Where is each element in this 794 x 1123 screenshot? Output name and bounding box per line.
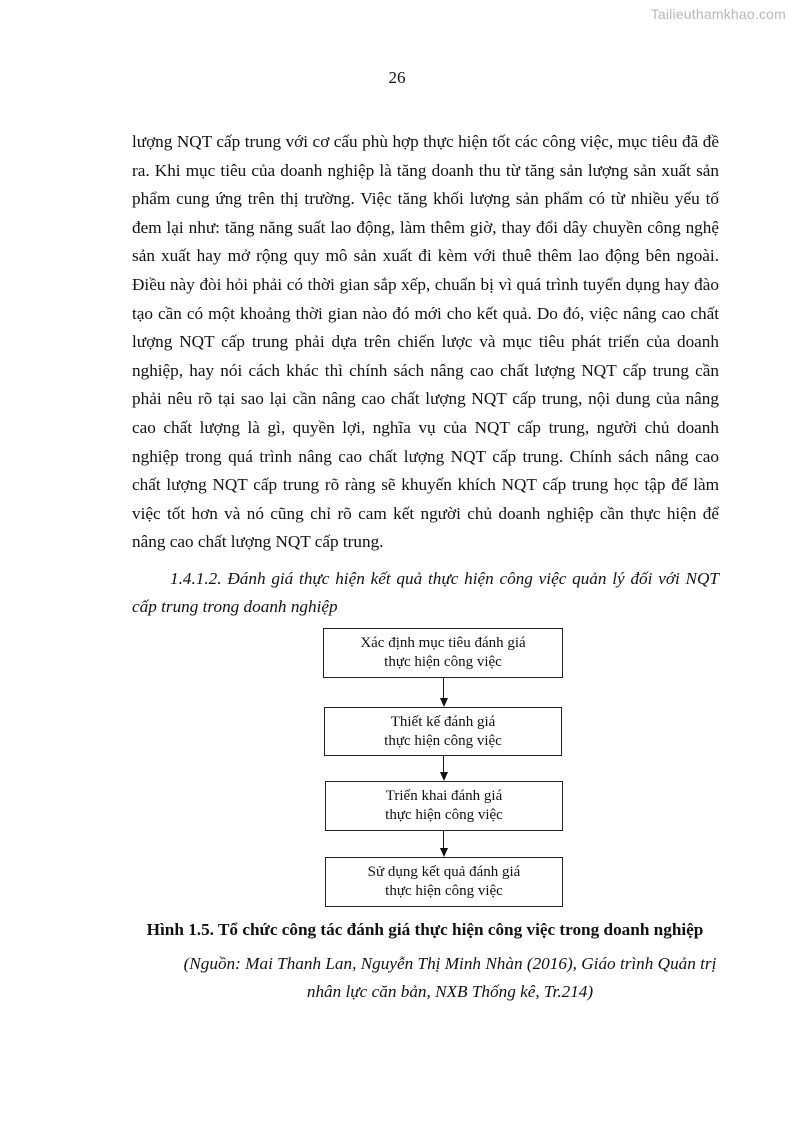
arrow-down-icon: [440, 698, 448, 707]
flow-step-implement-evaluation: [325, 781, 563, 831]
step-line-1: Sử dụng kết quả đánh giá: [367, 864, 521, 880]
step-line-2: thực hiện công việc: [385, 883, 503, 899]
watermark: Tailieuthamkhao.com: [650, 6, 786, 22]
step-line-2: thực hiện công việc: [384, 654, 502, 670]
step-line-1: Triển khai đánh giá: [385, 788, 503, 804]
body-paragraph: lượng NQT cấp trung với cơ cấu phù hợp thực hiện tốt các công việc, mục tiêu đã đề ra. Khi mục tiêu của doanh nghiệp là tăng doanh thu từ tăng sản lượng sản xuất sản phẩm cung ứng trên thị trường. Việc tăng khối lượng sản phẩm có từ nhiều yếu tố đem lại như: tăng năng suất lao động, làm thêm giờ, thay đổi dây chuyền công nghệ sản xuất hay mở rộng quy mô sản xuất đi kèm với thuê thêm lao động bên ngoài. Điều này đòi hỏi phải có thời gian sắp xếp, chuẩn bị vì quá trình tuyển dụng hay đào tạo cần có một khoảng thời gian nào đó mới cho kết quả. Do đó, việc nâng cao chất lượng NQT cấp trung phải dựa trên chiến lược và mục tiêu phát triển của doanh nghiệp, hay nói cách khác thì chính sách nâng cao chất lượng NQT cấp trung cần phải nêu rõ tại sao lại cần nâng cao chất lượng NQT cấp trung, nội dung của nâng cao chất lượng là gì, quyền lợi, nghĩa vụ của NQT cấp trung, người chủ doanh nghiệp trong quá trình nâng cao chất lượng NQT cấp trung. Chính sách nâng cao chất lượng NQT cấp trung rõ ràng sẽ khuyến khích NQT cấp trung học tập để làm việc tốt hơn và nó cũng chỉ rõ cam kết người chủ doanh nghiệp cần thực hiện để nâng cao chất lượng NQT cấp trung.: [132, 132, 719, 552]
figure-source: (Nguồn: Mai Thanh Lan, Nguyễn Thị Minh Nhàn (2016), Giáo trình Quản trị nhân lực căn bản, NXB Thống kê, Tr.214): [183, 954, 717, 1001]
arrow-down-icon: [440, 772, 448, 781]
arrow-connector: [443, 756, 444, 773]
flow-step-design-evaluation: [324, 707, 562, 756]
step-line-2: thực hiện công việc: [385, 807, 503, 823]
step-line-1: Thiết kế đánh giá: [390, 714, 496, 730]
arrow-connector: [443, 831, 444, 849]
arrow-down-icon: [440, 848, 448, 857]
step-line-2: thực hiện công việc: [384, 733, 502, 749]
figure-caption: Hình 1.5. Tổ chức công tác đánh giá thực hiện công việc trong doanh nghiệp: [146, 920, 704, 939]
flow-step-use-results: [325, 857, 563, 907]
page-number: 26: [388, 68, 406, 87]
subheading-text: 1.4.1.2. Đánh giá thực hiện kết quả thực hiện công việc quản lý đối với NQT cấp trung trong doanh nghiệp: [132, 569, 719, 616]
flow-step-define-objectives: [323, 628, 563, 678]
arrow-connector: [443, 678, 444, 699]
step-line-1: Xác định mục tiêu đánh giá: [360, 635, 526, 651]
